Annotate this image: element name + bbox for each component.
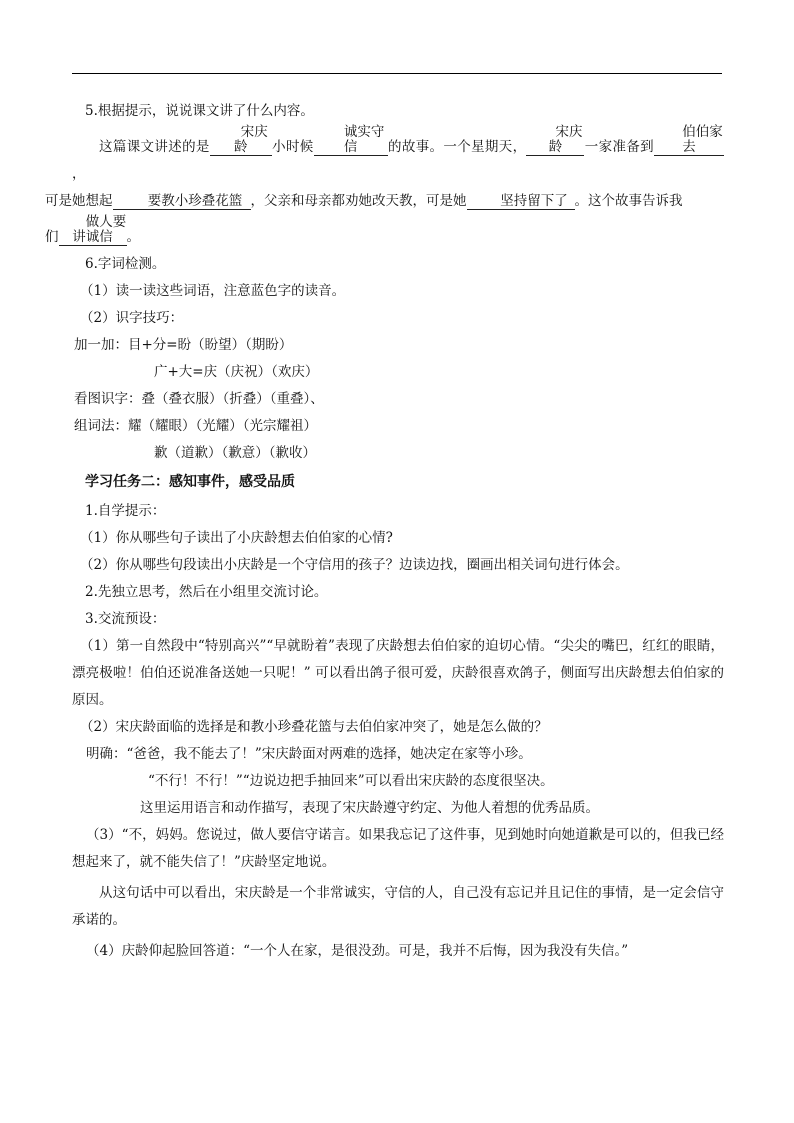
clarify-1: 明确：“爸爸，我不能去了！”宋庆龄面对两难的选择，她决定在家等小珍。 bbox=[86, 746, 532, 762]
summary-text: 。 bbox=[126, 229, 140, 245]
clarify-3: 这里运用语言和动作描写，表现了宋庆龄遵守约定、为他人着想的优秀品质。 bbox=[140, 800, 599, 816]
summary-text: 的故事。一个星期天， bbox=[387, 139, 527, 155]
task2-heading: 学习任务二：感知事件，感受品质 bbox=[85, 474, 295, 490]
summary-text: 。这个故事告诉我 bbox=[574, 193, 683, 209]
summary-text: ， bbox=[72, 166, 86, 182]
answer-blank: 伯伯家去 bbox=[654, 125, 724, 156]
add-method-1: 加一加：目+分=盼（盼望）（期盼） bbox=[74, 337, 293, 353]
summary-text: 小时候 bbox=[271, 139, 314, 155]
clarify-2: “不行！不行！”“边说边把手抽回来”可以看出宋庆龄的态度很坚决。 bbox=[148, 773, 554, 789]
answer-blank: 坚持留下了 bbox=[467, 194, 575, 210]
group-method-1: 组词法：耀（耀眼）（光耀）（光宗耀祖） bbox=[74, 418, 317, 434]
summary-text: 这篇课文讲述的是 bbox=[99, 139, 210, 155]
summary-text: 们 bbox=[45, 229, 59, 245]
summary-text: ，父亲和母亲都劝她改天教，可是她 bbox=[250, 193, 467, 209]
answer-blank: 诚实守信 bbox=[314, 125, 388, 156]
answer-blank: 宋庆龄 bbox=[526, 125, 584, 156]
header-rule bbox=[72, 73, 722, 74]
step-2: 2.先独立思考，然后在小组里交流讨论。 bbox=[85, 584, 328, 600]
document-body bbox=[45, 98, 724, 965]
summary-text: 一家准备到 bbox=[584, 139, 655, 155]
preset-4: （4）庆龄仰起脸回答道：“一个人在家，是很没劲。可是，我并不后悔，因为我没有失信。” bbox=[86, 943, 629, 959]
answer-blank: 要教小珍叠花篮 bbox=[113, 194, 251, 210]
tip-item-2: （2）你从哪些句段读出小庆龄是一个守信用的孩子？边读边找，圈画出相关词句进行体会。 bbox=[80, 557, 629, 573]
answer-blank: 做人要讲诚信 bbox=[59, 215, 127, 246]
preset-3-note: 从这句话中可以看出，宋庆龄是一个非常诚实，守信的人，自己没有忘记并且记住的事情，是一定会信守承诺的。 bbox=[72, 885, 724, 928]
summary-paragraph bbox=[45, 124, 724, 251]
tip-title: 1.自学提示： bbox=[85, 503, 166, 519]
group-method-2: 歉（道歉）（歉意）（歉收） bbox=[154, 445, 316, 461]
picture-method: 看图识字：叠（叠衣服）（折叠）（重叠）、 bbox=[74, 391, 324, 407]
add-method-2: 广+大=庆（庆祝）（欢庆） bbox=[154, 364, 319, 380]
answer-blank: 宋庆龄 bbox=[210, 125, 272, 156]
step-3: 3.交流预设： bbox=[85, 611, 166, 627]
tip-item-1: （1）你从哪些句子读出了小庆龄想去伯伯家的心情? bbox=[80, 530, 393, 546]
q6-item-2: （2）识字技巧： bbox=[80, 310, 184, 326]
preset-1: （1）第一自然段中“特别高兴”“早就盼着”表现了庆龄想去伯伯家的迫切心情。“尖尖的嘴巴，红红的眼睛，漂亮极啦！伯伯还说准备送她一只呢！” 可以看出鸽子很可爱，庆龄很喜欢鸽子，侧面写出庆龄想去伯伯家的原因。 bbox=[72, 638, 724, 708]
q6-title: 6.字词检测。 bbox=[85, 256, 166, 272]
q6-item-1: （1）读一读这些词语，注意蓝色字的读音。 bbox=[80, 283, 346, 299]
preset-2: （2）宋庆龄面临的选择是和教小珍叠花篮与去伯伯家冲突了，她是怎么做的？ bbox=[80, 719, 548, 735]
preset-3: （3）“不，妈妈。您说过，做人要信守诺言。如果我忘记了这件事，见到她时向她道歉是可以的，但我已经想起来了，就不能失信了！”庆龄坚定地说。 bbox=[72, 827, 724, 870]
summary-text: 可是她想起 bbox=[45, 193, 113, 209]
q5-title: 5.根据提示，说说课文讲了什么内容。 bbox=[85, 103, 314, 119]
